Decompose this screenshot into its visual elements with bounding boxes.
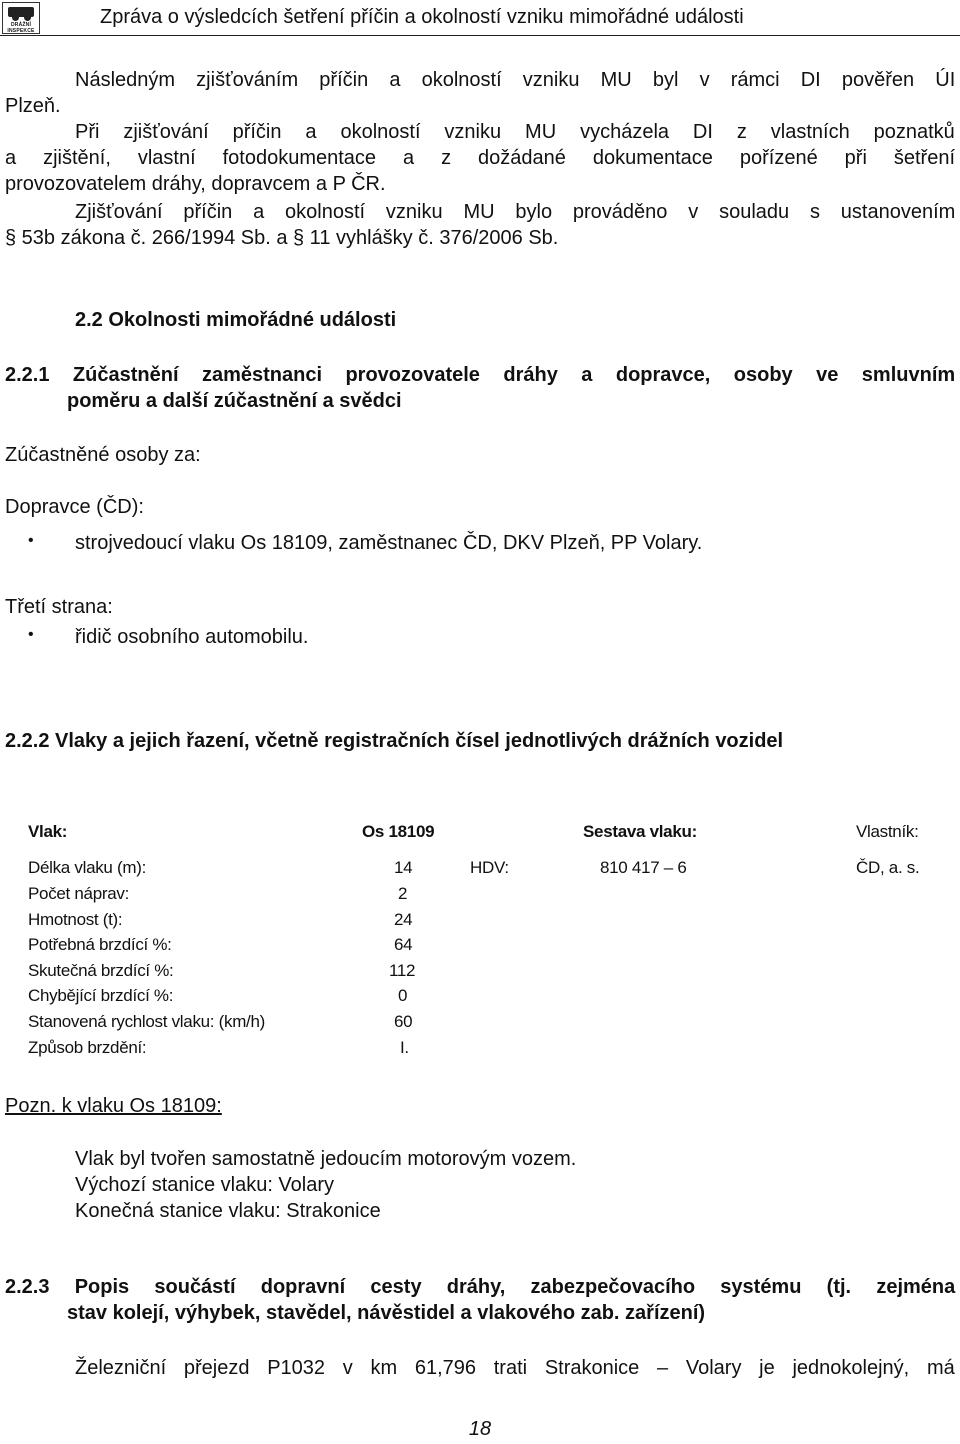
wheel-icon bbox=[24, 14, 31, 21]
section-heading-2-2-1-cont: poměru a další zúčastnění a svědci bbox=[67, 390, 402, 412]
paragraph-line: a zjištění, vlastní fotodokumentace a z dožádané dokumentace pořízené při šetření bbox=[5, 147, 955, 169]
note-line: Konečná stanice vlaku: Strakonice bbox=[75, 1200, 381, 1222]
table-row-value: 112 bbox=[389, 961, 416, 980]
bullet-icon: • bbox=[28, 626, 34, 643]
table-row-label: Chybějící brzdící %: bbox=[28, 986, 174, 1005]
page-number: 18 bbox=[468, 1418, 492, 1440]
hdv-label: HDV: bbox=[470, 858, 509, 877]
document-title: Zpráva o výsledcích šetření příčin a okolností vzniku mimořádné události bbox=[100, 6, 744, 28]
table-row-label: Hmotnost (t): bbox=[28, 910, 123, 929]
note-line: Vlak byl tvořen samostatně jedoucím motorovým vozem. bbox=[75, 1148, 577, 1170]
section-heading-2-2-3-cont: stav kolejí, výhybek, stavědel, návěstidel a vlakového zab. zařízení) bbox=[67, 1302, 706, 1324]
table-row-value: I. bbox=[400, 1038, 409, 1057]
table-row-label: Stanovená rychlost vlaku: (km/h) bbox=[28, 1012, 265, 1031]
train-note-label: Pozn. k vlaku Os 18109: bbox=[5, 1095, 222, 1117]
table-row-value: 2 bbox=[398, 884, 408, 903]
paragraph-line: § 53b zákona č. 266/1994 Sb. a § 11 vyhlášky č. 376/2006 Sb. bbox=[5, 227, 559, 249]
hdv-value: 810 417 – 6 bbox=[600, 858, 687, 877]
paragraph-line: provozovatelem dráhy, dopravcem a P ČR. bbox=[5, 173, 386, 195]
paragraph-line: Železniční přejezd P1032 v km 61,796 trati Strakonice – Volary je jednokolejný, má bbox=[75, 1357, 955, 1379]
owner-value: ČD, a. s. bbox=[856, 858, 920, 877]
section-heading-2-2-3: 2.2.3 Popis součástí dopravní cesty dráhy, zabezpečovacího systému (tj. zejména bbox=[5, 1276, 956, 1298]
table-header-composition: Sestava vlaku: bbox=[583, 822, 697, 841]
table-row-value: 60 bbox=[394, 1012, 413, 1031]
section-heading-2-2: 2.2 Okolnosti mimořádné události bbox=[75, 309, 397, 331]
logo-text-line: INSPEKCE bbox=[7, 28, 35, 34]
table-row-label: Délka vlaku (m): bbox=[28, 858, 147, 877]
wheel-icon bbox=[12, 14, 19, 21]
table-row-value: 0 bbox=[398, 986, 408, 1005]
table-row-value: 64 bbox=[394, 935, 413, 954]
paragraph-line: Zjišťování příčin a okolností vzniku MU bylo prováděno v souladu s ustanovením bbox=[75, 201, 956, 223]
table-row-value: 14 bbox=[394, 858, 413, 877]
table-row-value: 24 bbox=[394, 910, 413, 929]
table-row-label: Způsob brzdění: bbox=[28, 1038, 147, 1057]
note-line: Výchozí stanice vlaku: Volary bbox=[75, 1174, 335, 1196]
section-heading-2-2-1: 2.2.1 Zúčastnění zaměstnanci provozovatele dráhy a dopravce, osoby ve smluvním bbox=[5, 364, 956, 386]
section-heading-2-2-2: 2.2.2 Vlaky a jejich řazení, včetně registračních čísel jednotlivých drážních vozidel bbox=[5, 730, 784, 752]
table-header-owner: Vlastník: bbox=[856, 822, 919, 841]
paragraph-line: Plzeň. bbox=[5, 95, 61, 117]
table-row-label: Počet náprav: bbox=[28, 884, 129, 903]
table-header-train: Vlak: bbox=[28, 822, 68, 841]
carrier-label: Dopravce (ČD): bbox=[5, 496, 144, 518]
logo-text-line: DRÁŽNÍ bbox=[10, 22, 32, 28]
table-row-label: Potřebná brzdící %: bbox=[28, 935, 172, 954]
list-item: řidič osobního automobilu. bbox=[75, 626, 309, 648]
third-party-label: Třetí strana: bbox=[5, 596, 113, 618]
drazni-inspekce-logo bbox=[2, 2, 40, 34]
table-row-label: Skutečná brzdící %: bbox=[28, 961, 174, 980]
bullet-icon: • bbox=[28, 532, 34, 549]
persons-label: Zúčastněné osoby za: bbox=[5, 444, 201, 466]
page-header bbox=[0, 0, 960, 36]
paragraph-line: Následným zjišťováním příčin a okolností vzniku MU byl v rámci DI pověřen ÚI bbox=[75, 69, 956, 91]
paragraph-line: Při zjišťování příčin a okolností vzniku MU vycházela DI z vlastních poznatků bbox=[75, 121, 955, 143]
list-item: strojvedoucí vlaku Os 18109, zaměstnanec ČD, DKV Plzeň, PP Volary. bbox=[75, 532, 703, 554]
table-header-train-number: Os 18109 bbox=[362, 822, 435, 841]
